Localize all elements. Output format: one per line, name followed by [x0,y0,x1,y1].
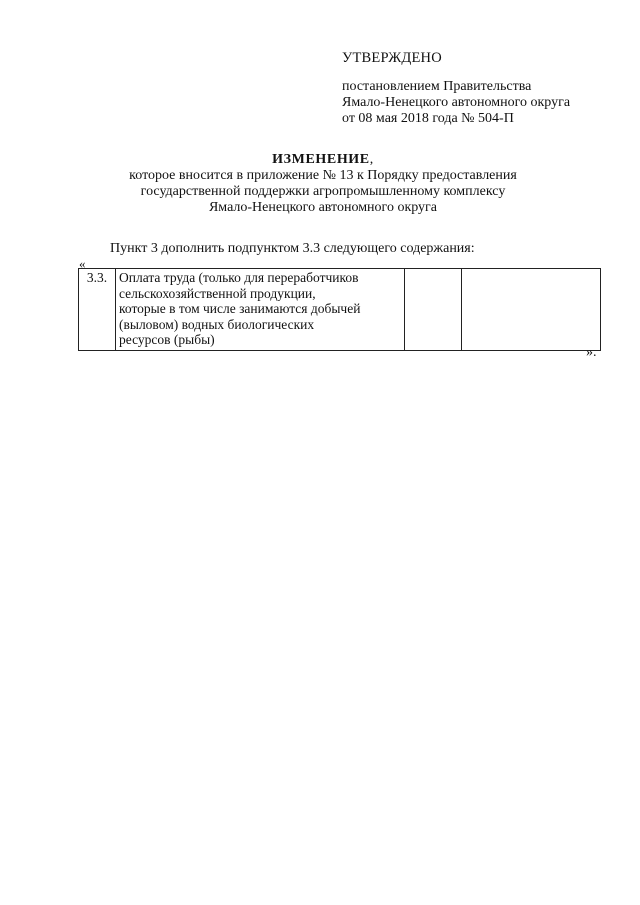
title-heading [80,152,566,168]
title-subtitle-line: которое вносится в приложение № 13 к Порядку предоставления [129,168,517,183]
title-subtitle-line: Ямало-Ненецкого автономного округа [208,200,438,215]
empty-cell-col4 [462,269,601,351]
open-quote: « [79,256,86,271]
document-title [80,152,566,216]
row-text-line: Оплата труда (только для переработчиков [119,270,359,285]
row-text-line: сельскохозяйственной продукции, [119,285,316,301]
row-text-cell [116,269,405,351]
row-number-cell [79,269,116,351]
row-text-line: ресурсов (рыбы) [119,332,215,347]
title-subtitle-line: государственной поддержки агропромышленному комплексу [140,184,506,199]
close-quote: ». [586,345,597,360]
approval-decree [342,79,570,127]
title-heading-suffix: , [369,152,374,167]
intro-text: Пункт 3 дополнить подпунктом 3.3 следующего содержания: [110,241,475,256]
amendment-table [78,268,601,351]
decree-line: от 08 мая 2018 года № 504-П [342,111,514,126]
empty-cell-col3 [405,269,462,351]
decree-line: постановлением Правительства [342,79,532,94]
row-number: 3.3. [86,270,108,285]
decree-line: Ямало-Ненецкого автономного округа [342,95,571,110]
table-row [79,269,601,351]
title-heading-text: ИЗМЕНЕНИЕ [272,152,370,167]
approval-label: УТВЕРЖДЕНО [342,50,442,66]
row-text-line: которые в том числе занимаются добычей [119,301,361,316]
row-text-line: (выловом) водных биологических [119,316,315,332]
